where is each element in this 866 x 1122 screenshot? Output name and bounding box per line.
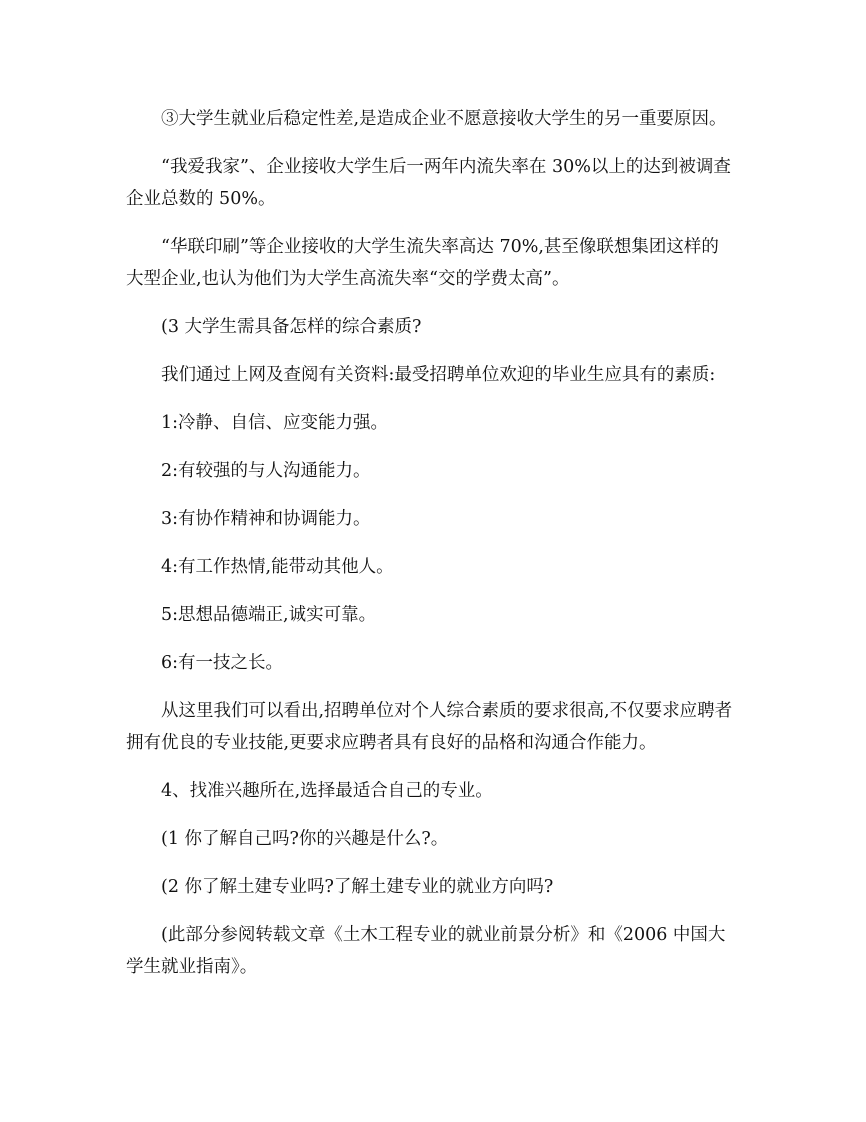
question-know-yourself: (1 你了解自己吗?你的兴趣是什么?。: [161, 829, 449, 849]
document-body: [126, 103, 736, 983]
list-item: 5:思想品德端正,诚实可靠。: [161, 605, 377, 625]
paragraph-research-intro: 我们通过上网及查阅有关资料:最受招聘单位欢迎的毕业生应具有的素质:: [161, 365, 716, 385]
question-know-major: (2 你了解土建专业吗?了解土建专业的就业方向吗?: [161, 877, 554, 897]
paragraph-reference-note: (此部分参阅转载文章《土木工程专业的就业前景分析》和《2006 中国大学生就业指南》。: [126, 925, 726, 977]
list-item: 4:有工作热情,能带动其他人。: [161, 557, 394, 577]
list-item: 3:有协作精神和协调能力。: [161, 509, 371, 529]
paragraph-conclusion: 从这里我们可以看出,招聘单位对个人综合素质的要求很高,不仅要求应聘者拥有优良的专业技能,更要求应聘者具有良好的品格和沟通合作能力。: [126, 701, 733, 753]
section-heading-qualities: (3 大学生需具备怎样的综合素质?: [161, 317, 422, 337]
paragraph-turnover-woaiwojia: “我爱我家”、企业接收大学生后一两年内流失率在 30%以上的达到被调查企业总数的 50%。: [126, 157, 731, 209]
list-item: 1:冷静、自信、应变能力强。: [161, 413, 389, 433]
list-item: 6:有一技之长。: [161, 653, 284, 673]
list-item: 2:有较强的与人沟通能力。: [161, 461, 371, 481]
section-heading-interest: 4、找准兴趣所在,选择最适合自己的专业。: [161, 781, 493, 801]
paragraph-turnover-hualian: “华联印刷”等企业接收的大学生流失率高达 70%,甚至像联想集团这样的大型企业,也认为他们为大学生高流失率“交的学费太高”。: [126, 237, 719, 289]
paragraph-stability: ③大学生就业后稳定性差,是造成企业不愿意接收大学生的另一重要原因。: [161, 109, 727, 129]
